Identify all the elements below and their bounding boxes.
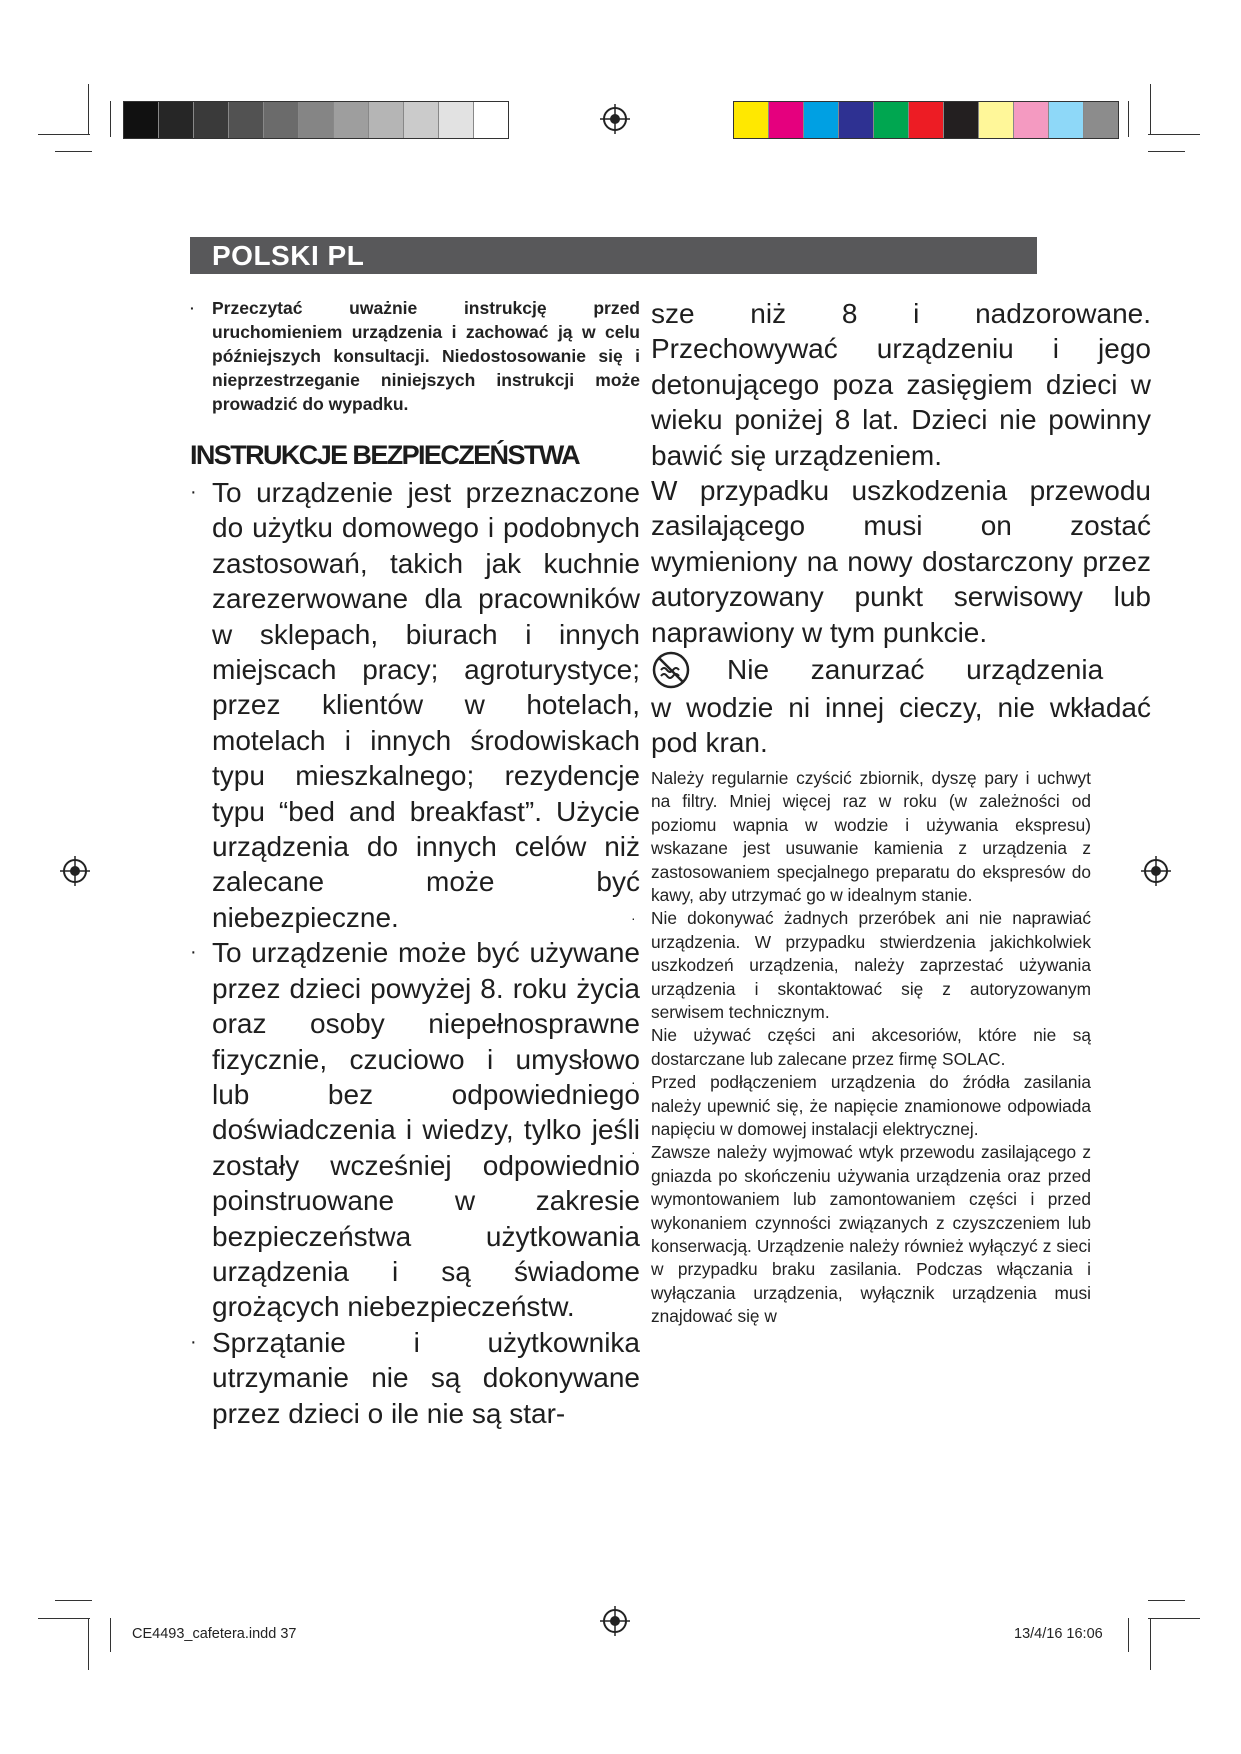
safety-item-unplug: · Zawsze należy wyjmować wtyk przewodu zasilającego z gniazda po skończeniu używania urządzenia oraz przed wymontowaniem lub zamontowaniem części i przed wykonaniem czynności związanych z czyszczeniem lub konserwacją. Urządzenie należy również wyłączyć z sieci w przypadku braku zasilania. Podczas włączania i wyłączania urządzenia, wyłącznik urządzenia musi znajdować się w — [651, 1141, 1091, 1328]
grayscale-color-bar — [123, 101, 509, 139]
color-swatch — [839, 102, 874, 138]
immersion-rest: w wodzie ni innej cieczy, nie wkładać pod kran. — [651, 692, 1151, 759]
gray-swatch — [334, 102, 369, 138]
gray-swatch — [369, 102, 404, 138]
section-title: INSTRUKCJE BEZPIECZEŃSTWA — [190, 440, 580, 470]
language-header-bar — [190, 237, 1037, 274]
gray-swatch — [474, 102, 508, 138]
immersion-lead: Nie zanurzać urządzenia — [727, 654, 1104, 686]
safety-item-accessories: Nie używać części ani akcesoriów, które nie są dostarczane lub zalecane przez firmę SOLAC. — [651, 1025, 1091, 1069]
registration-mark-icon — [600, 1606, 630, 1636]
gray-swatch — [299, 102, 334, 138]
color-swatch — [979, 102, 1014, 138]
color-swatch — [1049, 102, 1084, 138]
footer-date: 13/4/16 16:06 — [1014, 1626, 1103, 1642]
color-swatch — [804, 102, 839, 138]
color-swatch — [874, 102, 909, 138]
safety-item-domestic-use: · To urządzenie jest przeznaczone do użytku domowego i podobnych zastosowań, takich jak kuchnie zarezerwowane dla pracowników w sklepach, biurach i innych miejscach pracy; agroturystyce; przez klientów w hotelach, motelach i innych środowiskach typu mieszkalnego; rezydencje typu “bed and breakfast”. Użycie urządzenia do innych celów niż zalecane może być niebezpieczne. — [190, 475, 640, 935]
gray-swatch — [124, 102, 159, 138]
registration-mark-icon — [600, 104, 630, 134]
registration-mark-icon — [60, 856, 90, 886]
intro-note: · Przeczytać uważnie instrukcję przed uruchomieniem urządzenia i zachować ją w celu późniejszych konsultacji. Niedostosowanie się i nieprzestrzeganie niniejszych instrukcji może prowadzić do wypadku. — [190, 296, 640, 416]
gray-swatch — [404, 102, 439, 138]
left-column — [190, 296, 640, 1431]
color-swatch — [734, 102, 769, 138]
gray-swatch — [194, 102, 229, 138]
gray-swatch — [439, 102, 474, 138]
safety-item-children-use: · To urządzenie może być używane przez dzieci powyżej 8. roku życia oraz osoby niepełnosprawne fizycznie, czuciowo i umysłowo lub bez odpowiedniego doświadczenia i wiedzy, tylko jeśli zostały wcześniej odpowiednio poinstruowane w zakresie bezpieczeństwa użytkowania urządzenia i są świadome grożących niebezpieczeństw. — [190, 935, 640, 1324]
color-swatch — [909, 102, 944, 138]
color-swatch — [1014, 102, 1049, 138]
children-continuation: sze niż 8 i nadzorowane. Przechowywać urządzeniu i jego detonującego poza zasięgiem dzieci w wieku poniżej 8 lat. Dzieci nie powinny bawić się urządzeniem. — [651, 298, 1151, 471]
gray-swatch — [229, 102, 264, 138]
process-color-bar — [733, 101, 1119, 139]
safety-item-voltage: · Przed podłączeniem urządzenia do źródła zasilania należy upewnić się, że napięcie znamionowe odpowiada napięciu w domowej instalacji elektrycznej. — [651, 1071, 1091, 1141]
safety-item-power-cord: W przypadku uszkodzenia przewodu zasilającego musi on zostać wymieniony na nowy dostarczony przez autoryzowany punkt serwisowy lub naprawiony w tym punkcie. — [651, 475, 1151, 648]
color-swatch — [769, 102, 804, 138]
no-immersion-icon — [651, 650, 691, 690]
color-swatch — [944, 102, 979, 138]
gray-swatch — [264, 102, 299, 138]
safety-item-no-modification: · Nie dokonywać żadnych przeróbek ani nie naprawiać urządzenia. W przypadku stwierdzenia jakichkolwiek uszkodzeń urządzenia, należy zaprzestać używania urządzenia i skontaktować się z autoryzowanym serwisem technicznym. — [651, 907, 1091, 1024]
right-column — [651, 296, 1151, 1329]
safety-item-no-immersion — [651, 650, 1151, 690]
footer-file-name: CE4493_cafetera.indd 37 — [132, 1626, 297, 1642]
safety-item-descaling: · Należy regularnie czyścić zbiornik, dyszę pary i uchwyt na filtry. Mniej więcej raz w roku (w zależności od poziomu wapnia w wodzie i używania ekspresu) wskazane jest usuwanie kamienia z urządzenia z zastosowaniem specjalnego preparatu do ekspresów do kawy, aby utrzymać go w idealnym stanie. — [651, 767, 1091, 907]
gray-swatch — [159, 102, 194, 138]
safety-item-cleaning: · Sprzątanie i użytkownika utrzymanie nie są dokonywane przez dzieci o ile nie są star- — [190, 1325, 640, 1431]
color-swatch — [1084, 102, 1118, 138]
language-label: POLSKI PL — [212, 240, 365, 271]
